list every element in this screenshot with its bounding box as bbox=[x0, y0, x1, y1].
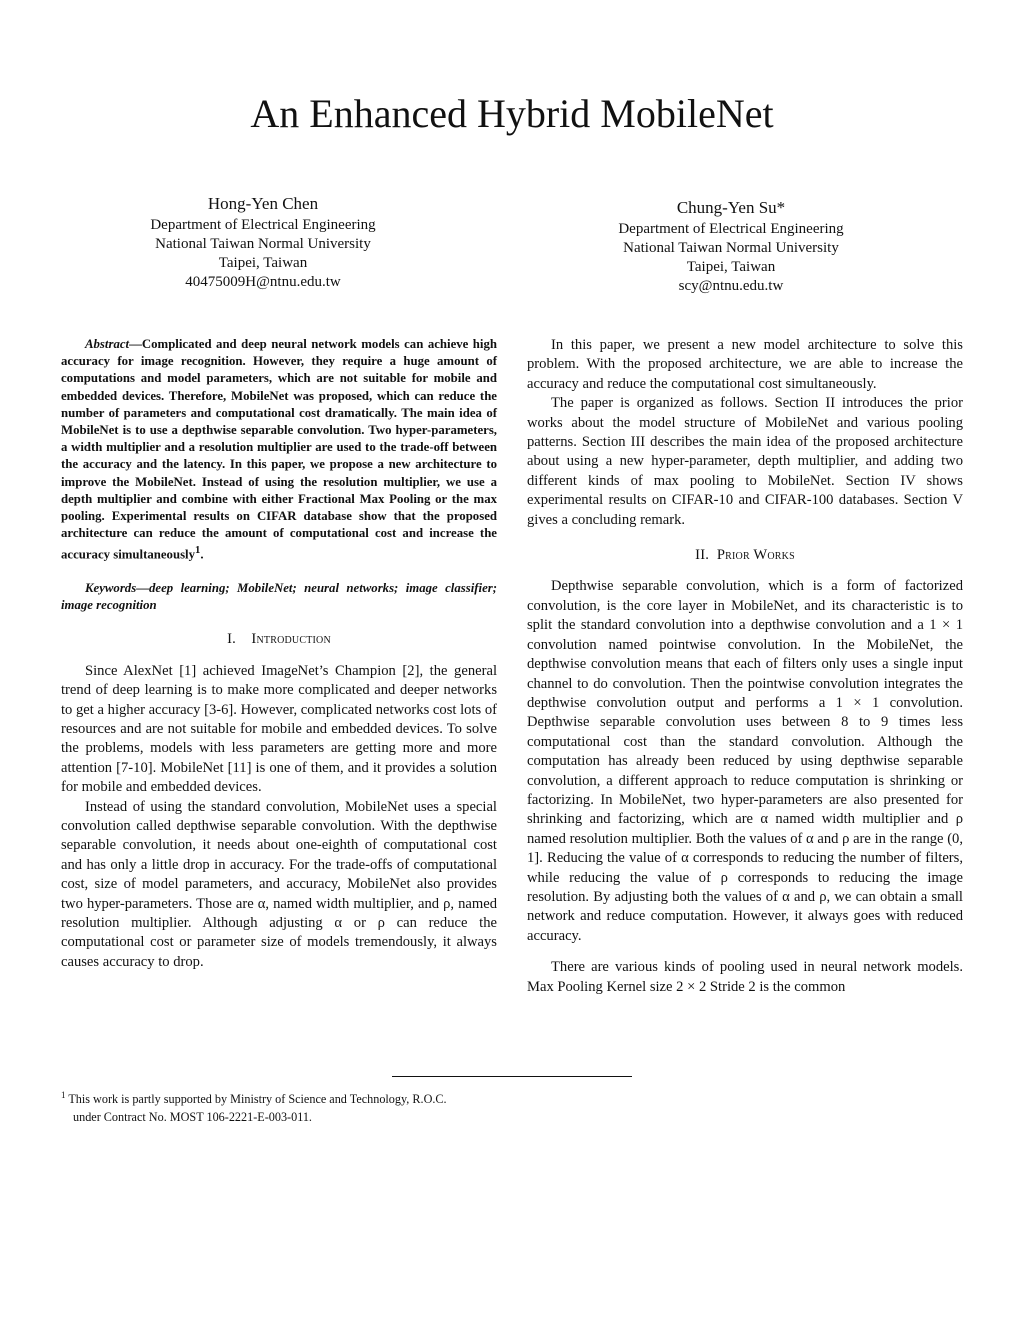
author-location: Taipei, Taiwan bbox=[218, 255, 308, 271]
author-university: National Taiwan Normal University bbox=[623, 240, 839, 256]
prior-paragraph-1: Depthwise separable convolution, which is a form of factorized convolution, is the core layer in MobileNet, and its characteristic is to split the standard convolution into a depthwise convolution and a 1 × 1 convolution named pointwise convolution. In the MobileNet, the depthwise convolution means that each of filters only uses a single input channel to do convolution. Then the pointwise convolution integrates the depthwise convolution output and performs a 1 × 1 convolution. Depthwise separable convolution uses between 8 to 9 times less computational cost than the standard convolution. Although the computation has already been reduced by using depthwise separable convolution, a different approach to reduce computation is shrinking or factorizing. In MobileNet, two hyper-parameters are also presented for shrinking and factorizing, which are α named width multiplier and ρ named resolution multiplier. Both the values of α and ρ are in the range (0, 1]. Reducing the value of α corresponds to reducing the number of filters, while reducing the value of ρ corresponds to reducing the image resolution. By adjusting both the values of α and ρ, we can obtain a small network and reduce computation. However, it always goes with reduced accuracy. bbox=[527, 578, 963, 944]
author-block-2 bbox=[596, 197, 866, 296]
intro-paragraph-2: Instead of using the standard convolution, MobileNet uses a special convolution called depthwise separable convolution. With the depthwise separable convolution, it needs about one-eighth of computational cost and has only a little drop in accuracy. For the trade-offs of computational cost, size of model parameters, and accuracy, MobileNet also provides two hyper-parameters. Those are α, named width multiplier, and ρ, named resolution multiplier. Although adjusting α or ρ can reduce the computational cost or parameter size of models tremendously, it always causes accuracy to drop. bbox=[61, 798, 497, 970]
section-title: Prior Works bbox=[716, 547, 795, 564]
keywords bbox=[61, 580, 497, 614]
author-university: National Taiwan Normal University bbox=[155, 236, 371, 252]
footnote-divider bbox=[392, 1076, 632, 1077]
author-name: Chung-Yen Su* bbox=[676, 198, 786, 217]
right-intro-paragraph-1: In this paper, we present a new model architecture to solve this problem. With the proposed architecture, we are able to increase the accuracy and reduce the computational cost simultaneously. bbox=[527, 337, 963, 392]
left-column bbox=[61, 336, 497, 972]
abstract-text: Complicated and deep neural network models can achieve high accuracy for image recognition. However, they require a huge amount of computations and model parameters, which are not suitable for mobile and embedded devices. Therefore, MobileNet was proposed, which can reduce the number of parameters and computational cost dramatically. The main idea of MobileNet is to use a depthwise separable convolution. Two hyper-parameters, a width multiplier and a resolution multiplier are used to the trade-off between the accuracy and the latency. In this paper, we propose a new architecture to improve the MobileNet. Instead of using the resolution multiplier, we use a depth multiplier and combine with either Fractional Max Pooling or the max pooling. Experimental results on CIFAR database show that the proposed architecture can reduce the amount of computational cost and increase the accuracy simultaneously bbox=[61, 337, 497, 562]
abstract-label: Abstract bbox=[85, 337, 130, 351]
author-email: scy@ntnu.edu.tw bbox=[678, 278, 784, 294]
footnote-mark: 1 bbox=[61, 1090, 66, 1100]
footnote-text-2: under Contract No. MOST 106-2221-E-003-011. bbox=[73, 1110, 312, 1125]
intro-paragraph-1: Since AlexNet [1] achieved ImageNet’s Champion [2], the general trend of deep learning is to make more complicated and deeper networks to get a higher accuracy [3-6]. However, complicated networks cost lots of resources and are not suitable for mobile and embedded devices. To solve the problems, models with less parameters are getting more and more attention [7-10]. MobileNet [11] is one of them, and it provides a solution for mobile and embedded devices. bbox=[61, 662, 497, 796]
author-block-1 bbox=[128, 193, 398, 292]
right-intro-paragraph-2: The paper is organized as follows. Section II introduces the prior works about the model structure of MobileNet and various pooling patterns. Section III describes the main idea of the proposed architecture about using a new hyper-parameter, depth multiplier, and adding two different kinds of max pooling to MobileNet. Section IV shows experimental results on CIFAR-10 and CIFAR-100 databases. Section V gives a concluding remark. bbox=[527, 395, 963, 528]
footnote-line-1 bbox=[61, 1092, 447, 1106]
section-number: I. bbox=[227, 631, 237, 648]
abstract-end: . bbox=[200, 547, 204, 562]
section-title: Introduction bbox=[251, 631, 331, 648]
section-heading-introduction bbox=[61, 630, 497, 649]
prior-paragraph-2: There are various kinds of pooling used in neural network models. Max Pooling Kernel size 2 × 2 Stride 2 is the common bbox=[527, 959, 963, 995]
abstract-dash: — bbox=[129, 337, 142, 351]
section-number: II. bbox=[695, 547, 710, 564]
footnote-text-1: This work is partly supported by Ministry of Science and Technology, R.O.C. bbox=[68, 1092, 447, 1107]
paper-title: An Enhanced Hybrid MobileNet bbox=[250, 91, 774, 136]
keywords-label: Keywords bbox=[85, 580, 137, 595]
footnote bbox=[61, 1086, 661, 1126]
author-email: 40475009H@ntnu.edu.tw bbox=[185, 274, 341, 290]
author-department: Department of Electrical Engineering bbox=[618, 221, 844, 237]
section-heading-prior-works bbox=[527, 546, 963, 565]
keywords-dash: — bbox=[136, 580, 149, 595]
author-name: Hong-Yen Chen bbox=[207, 194, 319, 213]
abstract bbox=[61, 336, 497, 564]
author-department: Department of Electrical Engineering bbox=[150, 217, 376, 233]
abstract-footnote-mark: 1 bbox=[195, 545, 201, 557]
author-location: Taipei, Taiwan bbox=[686, 259, 776, 275]
keywords-text: deep learning; MobileNet; neural networks; image classifier; image recognition bbox=[61, 580, 497, 613]
right-column bbox=[527, 336, 963, 997]
